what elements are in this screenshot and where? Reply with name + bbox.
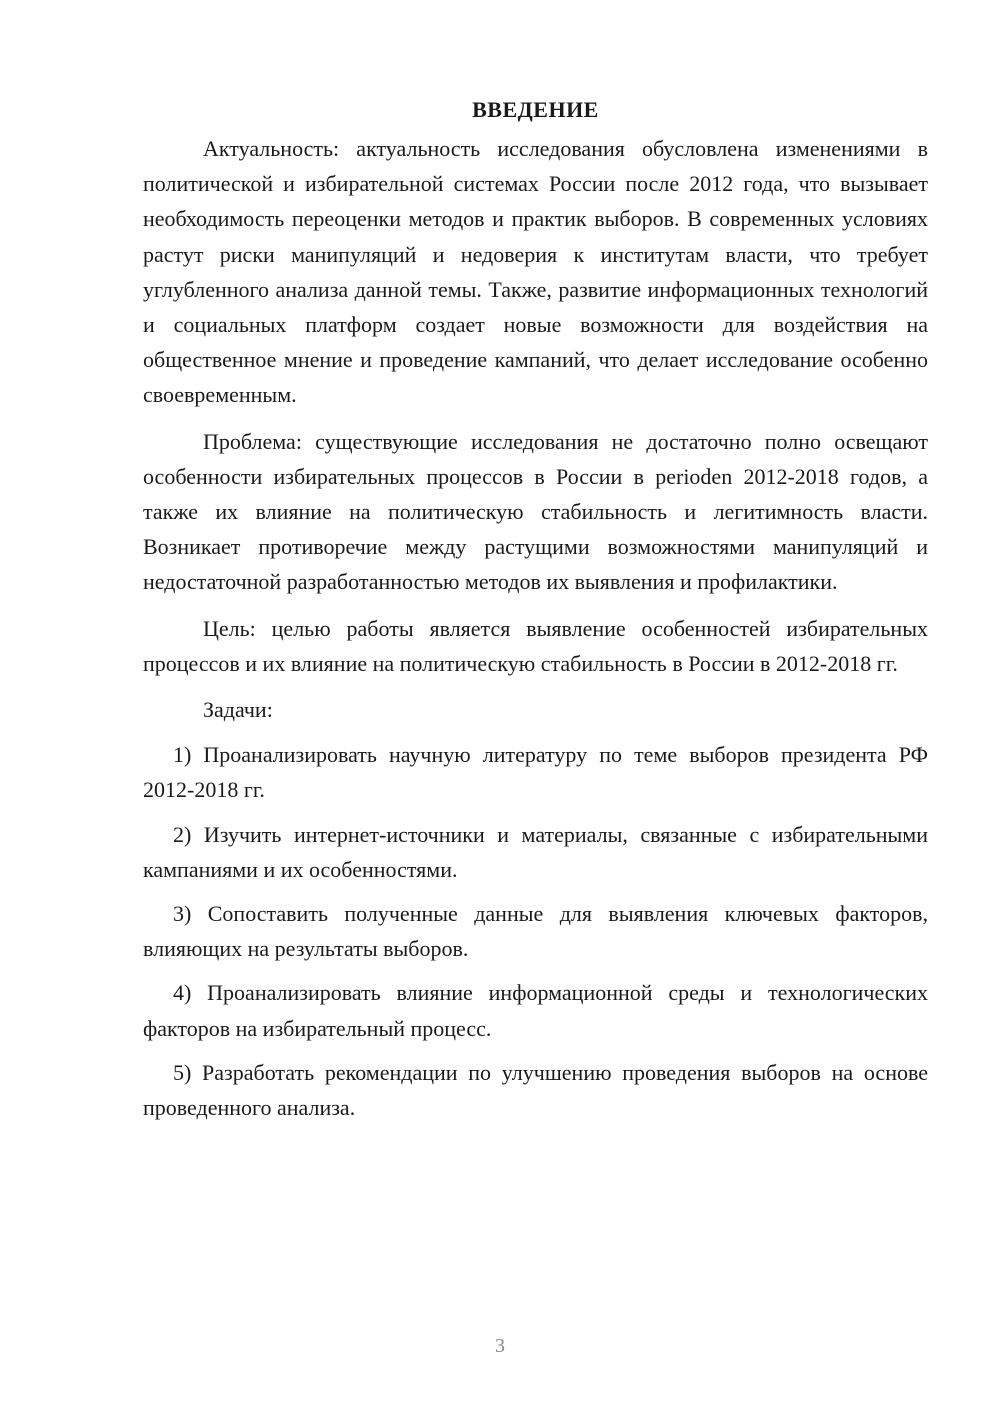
relevance-paragraph: Актуальность: актуальность исследования обусловлена изменениями в политической и избирательной системах России после 2012 года, что вызывает необходимость переоценки методов и практик выборов. В современных условиях растут риски манипуляций и недоверия к институтам власти, что требует углубленного анализа данной темы. Также, развитие информационных технологий и социальных платформ создает новые возможности для воздействия на общественное мнение и проведение кампаний, что делает исследование особенно своевременным. xyxy=(143,136,928,408)
task-item-1: 1) Проанализировать научную литературу по теме выборов президента РФ 2012-2018 гг. xyxy=(143,742,928,803)
document-body xyxy=(143,92,928,1125)
page-number: 3 xyxy=(495,1335,505,1357)
task-item-3: 3) Сопоставить полученные данные для выявления ключевых факторов, влияющих на результаты выборов. xyxy=(143,901,928,962)
problem-paragraph: Проблема: существующие исследования не достаточно полно освещают особенности избирательных процессов в России в perioden 2012-2018 годов, а также их влияние на политическую стабильность и легитимность власти. Возникает противоречие между растущими возможностями манипуляций и недостаточной разработанностью методов их выявления и профилактики. xyxy=(143,428,928,595)
goal-paragraph: Цель: целью работы является выявление особенностей избирательных процессов и их влияние на политическую стабильность в России в 2012-2018 гг. xyxy=(143,615,928,676)
task-item-5: 5) Разработать рекомендации по улучшению проведения выборов на основе проведенного анализа. xyxy=(143,1059,928,1121)
tasks-heading: Задачи: xyxy=(203,697,273,723)
task-item-2: 2) Изучить интернет-источники и материалы, связанные с избирательными кампаниями и их особенностями. xyxy=(143,821,928,882)
task-item-4: 4) Проанализировать влияние информационной среды и технологических факторов на избирательный процесс. xyxy=(143,980,928,1041)
section-title: ВВЕДЕНИЕ xyxy=(472,97,599,122)
